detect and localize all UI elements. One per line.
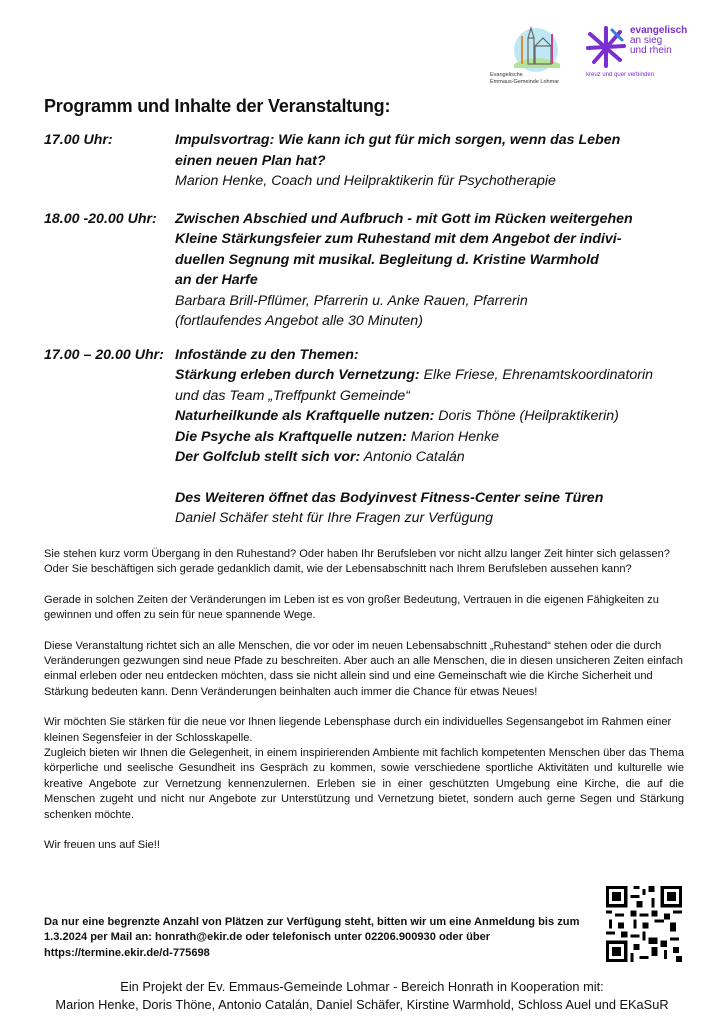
evangelisch-tagline: kreuz und quer verbinden: [586, 72, 655, 78]
emmaus-logo: [490, 24, 576, 90]
paragraph: Wir freuen uns auf Sie!!: [44, 839, 160, 852]
program-time: 17.00 Uhr:: [44, 132, 113, 148]
infostand-item: Stärkung erleben durch Vernetzung: Elke Friese, Ehrenamtskoordinatorin: [175, 367, 654, 383]
program-time: 18.00 -20.00 Uhr:: [44, 210, 157, 227]
program-title: an der Harfe: [175, 272, 258, 288]
paragraph: Wir möchten Sie stärken für die neue vor Ihnen liegende Lebensphase durch ein individuelles Segensangebot im Rahmen einer kleinen Segensfeier in der Schlosskapelle.: [44, 716, 672, 744]
infostand-item: und das Team „Treffpunkt Gemeinde“: [175, 387, 410, 404]
program-title: Impulsvortrag: Wie kann ich gut für mich sorgen, wenn das Leben: [175, 132, 621, 148]
program-person: (fortlaufendes Angebot alle 30 Minuten): [175, 313, 423, 329]
evangelisch-logo: [586, 26, 706, 86]
infostand-item: Naturheilkunde als Kraftquelle nutzen: Doris Thöne (Heilpraktikerin): [175, 408, 619, 424]
infostand-item: Der Golfclub stellt sich vor: Antonio Catalán: [175, 449, 465, 465]
program-time: 17.00 – 20.00 Uhr:: [44, 346, 164, 363]
evangelisch-wordmark: evangelisch an sieg und rhein: [630, 25, 688, 56]
infostand-item: Die Psyche als Kraftquelle nutzen: Marion Henke: [175, 428, 500, 445]
program-item: [44, 345, 704, 529]
program-title: Kleine Stärkungsfeier zum Ruhestand mit dem Angebot der indivi-: [175, 231, 622, 247]
footer-line: Marion Henke, Doris Thöne, Antonio Catalán, Daniel Schäfer, Kirstine Warmhold, Schloss Auel und EKaSuR: [55, 997, 669, 1012]
fitness-title: Des Weiteren öffnet das Bodyinvest Fitness-Center seine Türen: [175, 489, 604, 506]
registration-note: Da nur eine begrenzte Anzahl von Plätzen zur Verfügung steht, bitten wir um eine Anmeldung bis zum 1.3.2024 per Mail an: honrath@ekir.de oder telefonisch unter 02206.900930 oder über https://termine.ekir.de/d-775698: [44, 916, 580, 959]
qr-code-icon[interactable]: [606, 886, 682, 962]
cross-logo-icon: [586, 26, 626, 68]
footer: [0, 978, 724, 1014]
program-title: Zwischen Abschied und Aufbruch - mit Gott im Rücken weitergehen: [175, 210, 633, 227]
program-item: [44, 209, 704, 332]
body-text: [44, 547, 684, 869]
program-title: einen neuen Plan hat?: [175, 152, 326, 169]
program-list: [44, 130, 704, 529]
program-person: Barbara Brill-Pflümer, Pfarrerin u. Anke Rauen, Pfarrerin: [175, 292, 528, 309]
infostand-heading: Infostände zu den Themen:: [175, 346, 359, 363]
program-item: [44, 130, 704, 192]
church-logo-icon: [502, 24, 564, 72]
footer-line: Ein Projekt der Ev. Emmaus-Gemeinde Lohmar - Bereich Honrath in Kooperation mit:: [120, 979, 604, 994]
program-person: Marion Henke, Coach und Heilpraktikerin für Psychotherapie: [175, 173, 556, 189]
emmaus-logo-caption: Evangelische Emmaus-Gemeinde Lohmar: [490, 72, 560, 85]
paragraph: Diese Veranstaltung richtet sich an alle Menschen, die vor oder im neuen Lebensabschnitt „Ruhestand“ stehen oder die durch Veränderungen gezwungen sind neue Pfade zu beschreiten. Aber auch an alle Menschen, die in diesen unsicheren Zeiten einfach einmal erleben oder neu entdecken möchten, dass sie nicht allein sind und eine Gemeinschaft wie die Kirche Sicherheit und Stärkung bedeuten kann. Denn Veränderungen beinhalten auch immer die Chance für etwas Neues!: [44, 639, 683, 698]
paragraph: Zugleich bieten wir Ihnen die Gelegenheit, in einem inspirierenden Ambiente mit fachlich kompetenten Menschen über das Thema körperliche und seelische Gesundheit ins Gespräch zu kommen, sowie verschiedene sportliche Aktivitäten und kulturelle wie kreative Angebote zur Vernetzung kennenzulernen. Erleben sie in einer geschützten Umgebung eine Kirche, die auf die Menschen zugeht und nicht nur Angebote zur Unterstützung und Vernetzung bietet, sondern auch gerne Segen und Stärkung schenken möchte.: [44, 747, 684, 821]
program-title: duellen Segnung mit musikal. Begleitung d. Kristine Warmhold: [175, 251, 599, 268]
paragraph: Sie stehen kurz vorm Übergang in den Ruhestand? Oder haben Ihr Berufsleben vor nicht allzu langer Zeit hinter sich gelassen? Oder Sie beschäftigen sich gerade gedanklich damit, wie der Lebensabschnitt nach Ihrem Berufsleben aussehen kann?: [44, 548, 670, 576]
page-title: Programm und Inhalte der Veranstaltung:: [44, 96, 391, 116]
fitness-person: Daniel Schäfer steht für Ihre Fragen zur Verfügung: [175, 510, 494, 526]
paragraph: Gerade in solchen Zeiten der Veränderungen im Leben ist es von großer Bedeutung, Vertrauen in die eigenen Fähigkeiten zu gewinnen und offen zu sein für neue spannende Wege.: [44, 593, 659, 622]
